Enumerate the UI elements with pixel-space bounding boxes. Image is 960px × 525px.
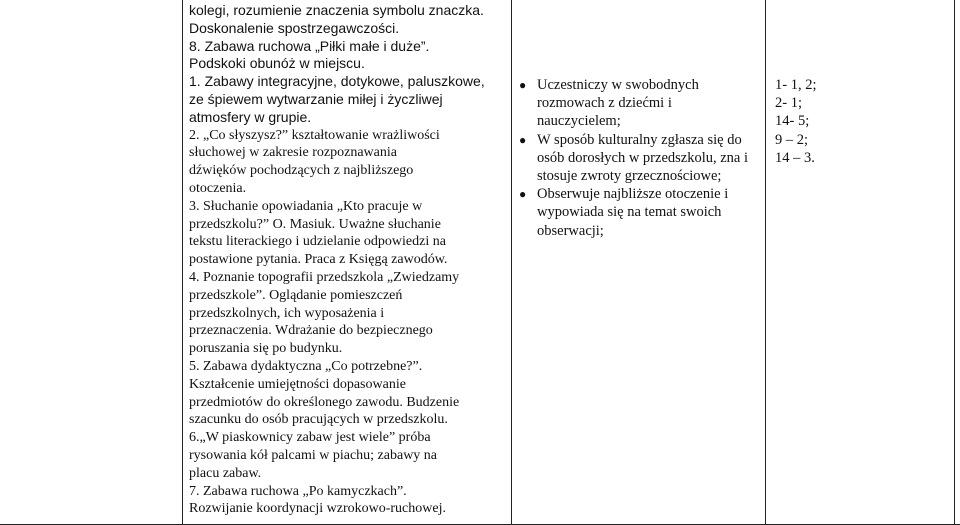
table-border-left [182, 0, 183, 525]
activity-line: rysowania kół palcami w piachu; zabawy na [189, 447, 438, 463]
activity-line: placu zabaw. [189, 465, 262, 481]
table-border-col1 [511, 0, 512, 525]
activity-line: tekstu literackiego i udzielanie odpowiedzi na [189, 234, 446, 250]
activity-line: Kształcenie umiejętności dopasowanie [189, 376, 406, 392]
activity-line: 7. Zabawa ruchowa „Po kamyczkach”. [189, 483, 407, 499]
reference-line: 9 – 2; [775, 131, 809, 148]
activity-line: słuchowej w zakresie rozpoznawania [189, 145, 397, 161]
bullet-icon: ● [519, 187, 527, 202]
outcome-item [517, 131, 757, 186]
activity-line: szacunku do osób pracujących w przedszkolu. [189, 412, 448, 428]
activity-line: przedszkole”. Oglądanie pomieszczeń [189, 287, 403, 303]
activity-line: 3. Słuchanie opowiadania „Kto pracuje w [189, 198, 423, 214]
outcome-text: Uczestniczy w swobodnych rozmowach z dziećmi i nauczycielem; [537, 77, 699, 130]
bullet-icon: ● [519, 78, 527, 92]
activity-line: 4. Poznanie topografii przedszkola „Zwiedzamy [189, 269, 460, 285]
outcome-text: W sposób kulturalny zgłasza się do osób dorosłych w przedszkolu, zna i stosuje zwroty grzecznościowe; [537, 131, 749, 185]
bullet-icon: ● [519, 132, 527, 147]
activity-line: 6.„W piaskownicy zabaw jest wiele” próba [189, 430, 431, 446]
outcome-text: Obserwuje najbliższe otoczenie i wypowiada się na temat swoich obserwacji; [537, 186, 729, 239]
table-border-col2 [765, 0, 766, 525]
references-cell [775, 76, 816, 167]
table-border-right [954, 0, 955, 525]
outcome-item [517, 185, 757, 240]
activity-line: 8. Zabawa ruchowa „Piłki małe i duże”. [189, 37, 430, 54]
activity-line: przedmiotów do określonego zawodu. Budzenie [189, 394, 460, 410]
reference-line: 1- 1, 2; [775, 77, 817, 93]
reference-line: 2- 1; [775, 95, 802, 112]
activity-line: Doskonalenie spostrzegawczości. [189, 19, 400, 36]
activity-line: ze śpiewem wytwarzanie miłej i życzliwej [189, 90, 443, 107]
activity-line: Rozwijanie koordynacji wzrokowo-ruchowej. [189, 501, 446, 517]
activity-line: poruszania się po budynku. [189, 341, 343, 357]
activity-line: postawione pytania. Praca z Księgą zawodów. [189, 252, 448, 268]
activity-line: 5. Zabawa dydaktyczna „Co potrzebne?”. [189, 358, 423, 374]
activity-line: przedszkolnych, ich wyposażenia i [189, 305, 385, 321]
activity-line: Podskoki obunóż w miejscu. [189, 55, 365, 72]
activity-line: 2. „Co słyszysz?” kształtowanie wrażliwości [189, 127, 440, 143]
activity-line: dźwięków pochodzących z najbliższego [189, 163, 414, 179]
activity-line: kolegi, rozumienie znaczenia symbolu znaczka. [189, 2, 484, 18]
reference-line: 14- 5; [775, 113, 810, 130]
activities-cell [189, 2, 509, 518]
outcomes-cell [517, 76, 757, 240]
activity-line: 1. Zabawy integracyjne, dotykowe, paluszkowe, [189, 73, 485, 90]
activity-line: otoczenia. [189, 180, 247, 196]
activity-line: przeznaczenia. Wdrażanie do bezpiecznego [189, 323, 433, 339]
reference-line: 14 – 3. [775, 149, 815, 166]
activity-line: atmosfery w grupie. [189, 108, 312, 125]
activity-line: przedszkolu?” O. Masiuk. Uważne słuchanie [189, 216, 441, 232]
outcome-item [517, 76, 757, 131]
